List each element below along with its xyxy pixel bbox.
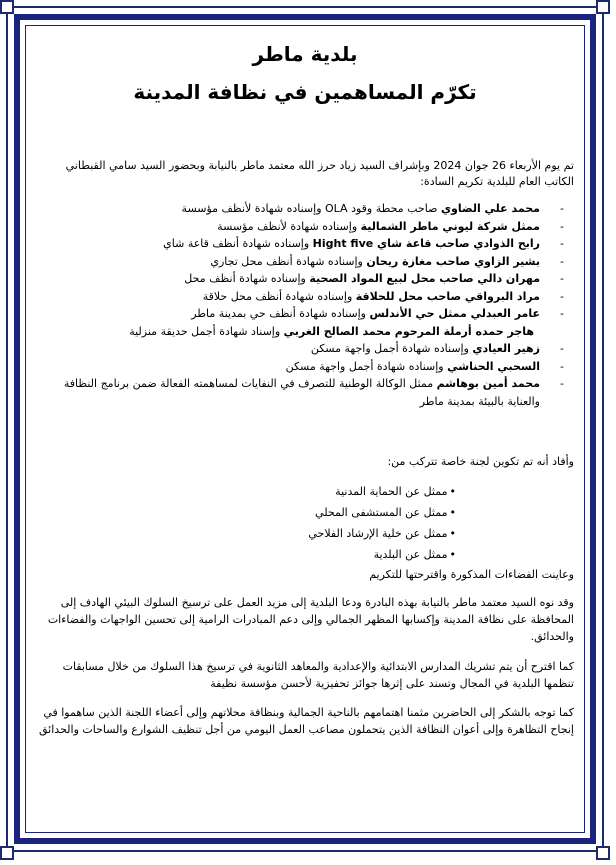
list-item: - بشير الزاوي صاحب مغازة ريحان وإسناده شهادة أنظف محل تجاري bbox=[210, 254, 564, 268]
list-item: هاجر حمده أرملة المرحوم محمد الصالح الغربي وإسناد شهادة أجمل حديقة منزلية bbox=[129, 324, 534, 338]
document-body bbox=[36, 36, 574, 824]
list-item: - السحبي الحناشي وإسناده شهادة أجمل واجهة مسكن bbox=[285, 359, 564, 373]
committee-intro: وأفاد أنه تم تكوين لجنة خاصة تتركب من: bbox=[387, 455, 574, 468]
corner-ornament bbox=[0, 846, 14, 860]
list-item: - عامر العبدلي ممثل حي الأندلس وإسناده شهادة أنظف حي بمدينة ماطر bbox=[191, 307, 564, 320]
inspection-paragraph: وعاينت الفضاءات المذكورة واقترحتها للتكريم bbox=[369, 568, 574, 581]
list-item: - مراد البرواقي صاحب محل للحلاقة وإسناده شهادة أنظف محل حلاقة bbox=[202, 289, 564, 303]
list-item: •ممثل عن البلدية bbox=[373, 548, 456, 561]
corner-ornament bbox=[0, 0, 14, 14]
list-item: - محمد أمين بوهاشم ممثل الوكالة الوطنية للتصرف في النفايات لمساهمته الفعالة ضمن برنامج النظافة والعناية بالبيئة بمدينة ماطر bbox=[63, 377, 564, 408]
document-subject: تكرّم المساهمين في نظافة المدينة bbox=[133, 80, 477, 104]
praise-paragraph: وقد نوه السيد معتمد ماطر بالنيابة بهذه البادرة ودعا البلدية إلى مزيد العمل على ترسيخ السلوك البيئي الهادف إلى المحافظة على نظافة المدينة وإكسابها المظهر الجمالي وإلى دعم المبادرات الرامية إلى تحسين الواجهات والفضاءات والحدائق. bbox=[47, 596, 574, 643]
intro-paragraph: تم يوم الأربعاء 26 جوان 2024 وبإشراف السيد زياد حرز الله معتمد ماطر بالنيابة وبحضور السيد سامي القبطاني الكاتب العام للبلدية تكريم السادة: bbox=[65, 159, 574, 188]
honorees-list bbox=[36, 200, 574, 410]
corner-ornament bbox=[596, 0, 610, 14]
committee-list bbox=[36, 481, 574, 565]
list-item: •ممثل عن الحماية المدنية bbox=[335, 485, 456, 498]
corner-ornament bbox=[596, 846, 610, 860]
schools-paragraph: كما اقترح أن يتم تشريك المدارس الابتدائية والإعدادية والمعاهد الثانوية في ترسيخ هذا السلوك من خلال مسابقات تنظمها البلدية في المجال وتسند على إثرها جوائز تحفيزية لأحسن مؤسسة نظيفة bbox=[62, 660, 574, 690]
municipality-title: بلدية ماطر bbox=[252, 42, 358, 66]
list-item: •ممثل عن خلية الإرشاد الفلاحي bbox=[308, 527, 456, 540]
thanks-paragraph: كما توجه بالشكر إلى الحاضرين مثمنا اهتمامهم بالناحية الجمالية وبنظافة محلاتهم وإلى أعضاء اللجنة الذين ساهموا في إنجاح التظاهرة وإلى أعوان النظافة الذين يتحملون مصاعب العمل اليومي من أجل تنظيف الشوارع والساحات والحدائق bbox=[39, 706, 574, 736]
list-item: - ممثل شركة ليوني ماطر الشمالية وإسناده شهادة لأنظف مؤسسة bbox=[217, 219, 564, 233]
list-item: •ممثل عن المستشفى المحلي bbox=[315, 506, 456, 519]
list-item: - رابح الذوادي صاحب قاعة شاي Hight five وإسناده شهادة أنظف قاعة شاي bbox=[163, 237, 564, 250]
list-item: - مهران دالي صاحب محل لبيع المواد الصحية وإسناده شهادة أنظف محل bbox=[184, 272, 564, 285]
list-item: - محمد علي الضاوي صاحب محطة وقود OLA وإسناده شهادة لأنظف مؤسسة bbox=[181, 202, 564, 215]
list-item: - زهير العيادي وإسناده شهادة أجمل واجهة مسكن bbox=[310, 342, 564, 355]
